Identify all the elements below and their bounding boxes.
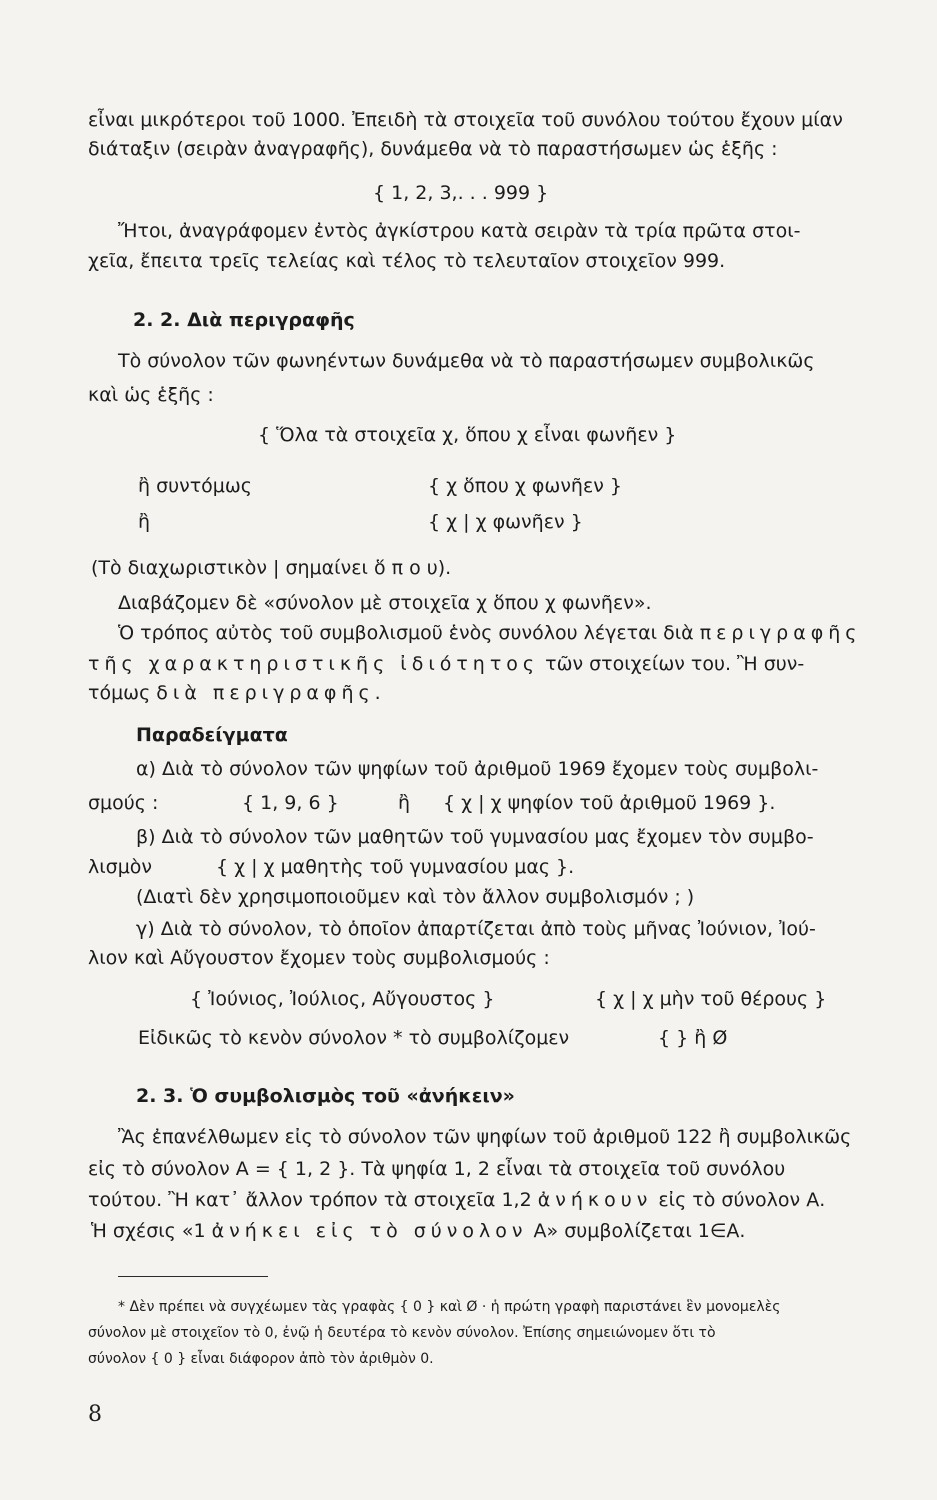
spaced-term: ἀνήκουν xyxy=(537,1189,653,1211)
spaced-term: ἀνήκει εἰς τὸ σύνολον xyxy=(211,1220,528,1242)
text-line xyxy=(88,652,804,676)
text-line: Διαβάζομεν δὲ «σύνολον μὲ στοιχεῖα χ ὅπου χ φωνῆεν». xyxy=(118,592,652,614)
text-line: Τὸ σύνολον τῶν φωνηέντων δυνάμεθα νὰ τὸ παραστήσωμεν συμβολικῶς xyxy=(118,350,815,372)
text-line: λιον καὶ Αὔγουστον ἔχομεν τοὺς συμβολισμούς : xyxy=(88,947,550,969)
text-line: χεῖα, ἔπειτα τρεῖς τελείας καὶ τέλος τὸ τελευταῖον στοιχεῖον 999. xyxy=(88,250,726,272)
text-span: Α» συμβολίζεται 1∈Α. xyxy=(533,1220,746,1242)
text-line: Ἤτοι, ἀναγράφομεν ἐντὸς ἀγκίστρου κατὰ σειρὰν τὰ τρία πρῶτα στοι- xyxy=(118,220,801,242)
set-notation: { χ | χ μὴν τοῦ θέρους } xyxy=(595,988,827,1010)
text-line: α) Διὰ τὸ σύνολον τῶν ψηφίων τοῦ ἀριθμοῦ 1969 ἔχομεν τοὺς συμβολι- xyxy=(136,758,819,780)
text-line: (Τὸ διαχωριστικὸν | σημαίνει ὅ π ο υ). xyxy=(91,557,452,579)
text-line: εἰς τὸ σύνολον A = { 1, 2 }. Τὰ ψηφία 1, 2 εἶναι τὰ στοιχεῖα τοῦ συνόλου xyxy=(88,1158,786,1180)
text-span: εἰς τὸ σύνολον Α. xyxy=(658,1189,826,1211)
text-line: λισμὸν xyxy=(88,856,153,878)
text-line xyxy=(91,1219,745,1243)
page-number: 8 xyxy=(88,1402,102,1427)
text-line: σμούς : xyxy=(88,792,159,814)
footnote-line: * Δὲν πρέπει νὰ συγχέωμεν τὰς γραφὰς { 0 } καὶ Ø · ἡ πρώτη γραφὴ παριστάνει ἓν μονομελὲς xyxy=(118,1299,781,1315)
text-line: ἢ xyxy=(138,511,151,533)
text-span: τῶν στοιχείων του. Ἢ συν- xyxy=(545,653,805,675)
spaced-term: περιγραφῆς xyxy=(699,622,862,644)
set-notation: { } ἢ Ø xyxy=(658,1027,728,1049)
set-notation: { χ | χ ψηφίον τοῦ ἀριθμοῦ 1969 }. xyxy=(443,792,776,814)
text-line: (Διατὶ δὲν χρησιμοποιοῦμεν καὶ τὸν ἄλλον συμβολισμόν ; ) xyxy=(136,886,695,908)
text-line xyxy=(88,1188,825,1212)
footnote-rule xyxy=(118,1276,268,1277)
set-notation: { Ὅλα τὰ στοιχεῖα χ, ὅπου χ εἶναι φωνῆεν } xyxy=(258,424,677,446)
section-heading: 2. 3. Ὁ συμβολισμὸς τοῦ «ἀνήκειν» xyxy=(136,1085,515,1107)
text-line: καὶ ὡς ἑξῆς : xyxy=(88,384,214,406)
text-line: εἶναι μικρότεροι τοῦ 1000. Ἐπειδὴ τὰ στοιχεῖα τοῦ συνόλου τούτου ἔχουν μίαν xyxy=(88,109,843,131)
text-span: Ὁ τρόπος αὐτὸς τοῦ συμβολισμοῦ ἑνὸς συνόλου λέγεται διὰ xyxy=(118,622,694,644)
set-notation: { χ ὅπου χ φωνῆεν } xyxy=(428,475,622,497)
spaced-term: διὰ περιγραφῆς. xyxy=(156,682,386,704)
set-notation: { 1, 9, 6 } xyxy=(242,792,339,814)
text-span: τούτου. Ἢ κατ᾽ ἄλλον τρόπον τὰ στοιχεῖα 1,2 xyxy=(88,1189,532,1211)
footnote-line: σύνολον μὲ στοιχεῖον τὸ 0, ἐνῷ ἡ δευτέρα τὸ κενὸν σύνολον. Ἐπίσης σημειώνομεν ὅτι τὸ xyxy=(88,1325,716,1341)
set-notation: { χ | χ μαθητὴς τοῦ γυμνασίου μας }. xyxy=(216,856,575,878)
set-notation: { 1, 2, 3,. . . 999 } xyxy=(373,182,549,204)
footnote-line: σύνολον { 0 } εἶναι διάφορον ἀπὸ τὸν ἀριθμὸν 0. xyxy=(88,1351,434,1367)
text-span: τόμως xyxy=(88,682,151,704)
examples-heading: Παραδείγματα xyxy=(136,724,288,746)
text-line: ἢ συντόμως xyxy=(138,475,252,497)
text-line xyxy=(118,621,861,645)
text-line: Εἰδικῶς τὸ κενὸν σύνολον * τὸ συμβολίζομεν xyxy=(138,1027,570,1049)
text-line: β) Διὰ τὸ σύνολον τῶν μαθητῶν τοῦ γυμνασίου μας ἔχομεν τὸν συμβο- xyxy=(136,826,814,848)
set-notation: { χ | χ φωνῆεν } xyxy=(428,511,583,533)
section-heading: 2. 2. Διὰ περιγραφῆς xyxy=(133,309,355,331)
text-line xyxy=(88,681,386,705)
text-line: διάταξιν (σειρὰν ἀναγραφῆς), δυνάμεθα νὰ τὸ παραστήσωμεν ὡς ἑξῆς : xyxy=(88,138,778,160)
spaced-term: τῆς χαρακτηριστικῆς ἰδιότητος xyxy=(88,653,540,675)
text-span: Ἡ σχέσις «1 xyxy=(91,1220,206,1242)
text-line: Ἂς ἐπανέλθωμεν εἰς τὸ σύνολον τῶν ψηφίων τοῦ ἀριθμοῦ 122 ἢ συμβολικῶς xyxy=(118,1126,852,1148)
text-line: γ) Διὰ τὸ σύνολον, τὸ ὁποῖον ἀπαρτίζεται ἀπὸ τοὺς μῆνας Ἰούνιον, Ἰού- xyxy=(136,918,816,940)
text-line: ἢ xyxy=(398,792,411,814)
set-notation: { Ἰούνιος, Ἰούλιος, Αὔγουστος } xyxy=(190,988,495,1010)
